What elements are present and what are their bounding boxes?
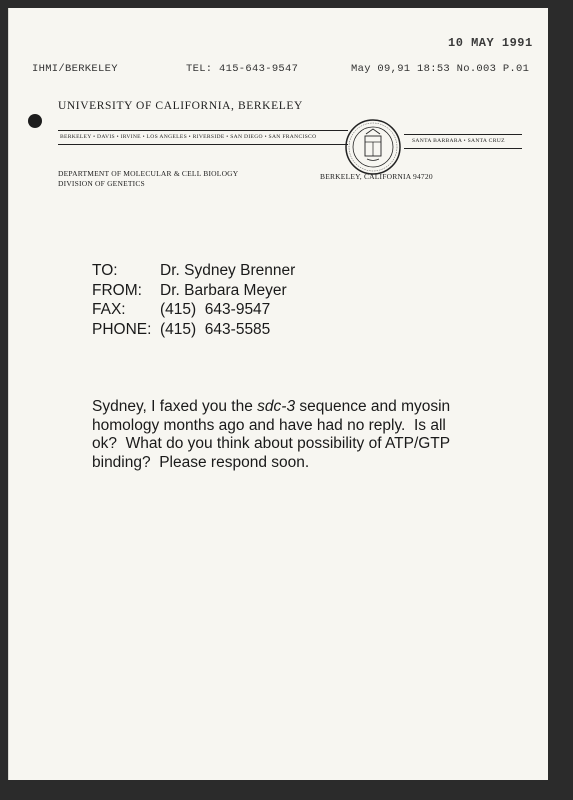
phone-label: PHONE: — [92, 320, 152, 338]
department-block — [58, 169, 288, 189]
university-name: UNIVERSITY OF CALIFORNIA, BERKELEY — [58, 100, 303, 112]
fax-row — [92, 300, 295, 320]
fax-value: (415) 643-9547 — [160, 301, 271, 318]
campus-list-left: BERKELEY • DAVIS • IRVINE • LOS ANGELES • RIVERSIDE • SAN DIEGO • SAN FRANCISCO — [60, 134, 317, 140]
fax-transmission-datetime: May 09,91 18:53 No.003 P.01 — [351, 63, 530, 75]
fax-sender-id: IHMI/BERKELEY — [32, 63, 118, 75]
message-body — [92, 398, 462, 472]
fax-telephone: TEL: 415-643-9547 — [186, 63, 299, 75]
gene-name: sdc-3 — [257, 398, 296, 415]
phone-value: (415) 643-5585 — [160, 320, 271, 338]
to-value: Dr. Sydney Brenner — [160, 262, 296, 279]
letterhead-bottom-rule — [58, 144, 348, 145]
letterhead-top-rule — [58, 130, 348, 131]
from-value: Dr. Barbara Meyer — [160, 281, 287, 299]
to-label: TO: — [92, 262, 118, 279]
to-row — [92, 261, 295, 281]
fax-page — [8, 8, 548, 780]
letterhead-right-top-rule — [404, 134, 522, 135]
message-text-end: sequence and myosin homology months ago and have had no reply. Is all ok? What do you think about possibility of ATP/GTP binding? Please respond soon. — [92, 398, 455, 471]
university-address: BERKELEY, CALIFORNIA 94720 — [320, 172, 433, 181]
fax-cover-fields — [92, 261, 295, 339]
message-text-start: Sydney, I faxed you the — [92, 398, 258, 415]
from-label: FROM: — [92, 281, 142, 299]
punch-hole — [28, 114, 42, 128]
department-name: DEPARTMENT OF MOLECULAR & CELL BIOLOGY — [58, 169, 239, 178]
received-date-stamp: 10 MAY 1991 — [448, 36, 533, 50]
letterhead-right-bottom-rule — [404, 148, 522, 149]
campus-list-right: SANTA BARBARA • SANTA CRUZ — [412, 138, 505, 144]
division-name: DIVISION OF GENETICS — [58, 179, 145, 188]
from-row — [92, 281, 295, 301]
university-seal-icon — [344, 118, 402, 176]
fax-label: FAX: — [92, 301, 126, 318]
phone-row — [92, 320, 295, 340]
